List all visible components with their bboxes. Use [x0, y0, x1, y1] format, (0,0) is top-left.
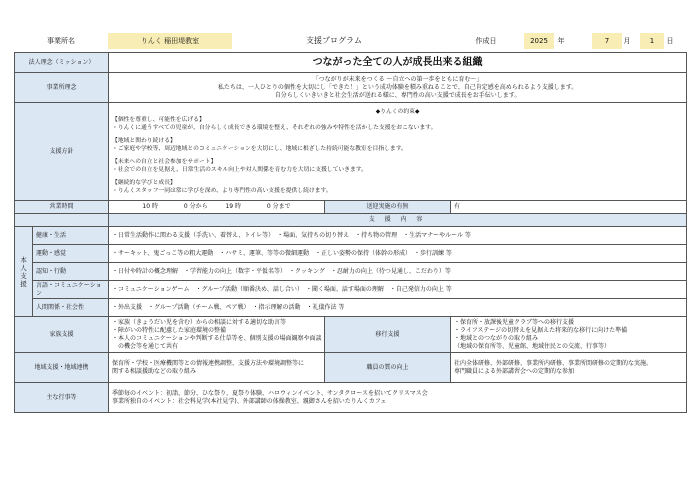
philosophy-line: 「つながりが未来をつくる ～自立への第一歩をともに育む～」 [312, 75, 483, 83]
day-unit: 日 [666, 37, 674, 45]
office-label: 事業所名 [47, 37, 75, 45]
office-name: りんく 稲田堤教室 [108, 33, 232, 49]
staff-quality-label: 職員の質の向上 [325, 353, 451, 383]
support-category: 言語・コミュニケーション [33, 281, 109, 299]
end-hour: 19 [225, 203, 234, 210]
end-min-unit: 分まで [272, 203, 291, 210]
policy-heading: 【個性を尊重し、可能性を広げる】 [112, 117, 205, 123]
hours-label: 営業時間 [15, 201, 109, 214]
community-support-text: 保育所・学校・医療機関等との情報連携調整、支援方法や環境調整等に 関する相談援助などの取り組み [109, 353, 325, 383]
philosophy-line: 自分らしくいきいきと社会生活が送れる様に、専門性の高い支援で成長をお手伝いします。 [274, 91, 521, 99]
policy-body: ・ご家庭や学校等、周辺地域とのコミュニケーションを大切にし、地域に根ざした持続可能な教室を目指します。 [112, 146, 407, 152]
day-value: 1 [640, 33, 664, 49]
policy-body: ・りんくに通うすべての児童が、自分らしく成長できる環境を整え、それぞれの強みや特性を活かした支援をおこないます。 [112, 125, 437, 131]
staff-quality-text: 社内全体研修、外部研修、事業所内研修、事業所間研修の定期的な実施。 専門職員による外部講習会への定期的な参加 [451, 353, 687, 383]
family-support-label: 家族支援 [15, 317, 109, 353]
policy-text [109, 103, 687, 201]
mission-label: 法人理念（ミッション） [15, 53, 109, 73]
policy-body: ・りんくスタッフ一同は常に学びを深め、より専門性の高い支援を提供し続けます。 [112, 188, 332, 194]
start-min-unit: 分から [189, 203, 208, 210]
transition-support-text: ・保育所・放課後児童クラブ等への移行支援 ・ライフステージの切替えを見据えた将来的な移行に向けた準備 ・地域とのつながりの取り組み （地域の保育所等、児童館、地域住民との交流、行事等） [451, 317, 687, 353]
policy-heading: 【未来への自立と社会参加をサポート】 [112, 159, 217, 165]
start-hour: 10 [142, 203, 151, 210]
business-hours [109, 201, 325, 214]
support-content-cell: ・サーキット、鬼ごっこ等の粗大運動 ・ハサミ、運筆、等等の微細運動 ・正しい姿勢の保持（体幹の形成） ・歩行訓練 等 [109, 245, 687, 263]
end-min: 0 [266, 203, 271, 210]
support-header-spacer [15, 214, 109, 227]
policy-label: 支援方針 [15, 103, 109, 201]
month-value: 7 [592, 33, 622, 49]
office-philosophy-text [109, 73, 687, 103]
philosophy-line: 私たちは、一人ひとりの個性を大切にし「できた！」という成功体験を積み重ねることで、自己肯定感を高められるよう支援します。 [217, 83, 578, 91]
events-label: 主な行事等 [15, 383, 109, 413]
shuttle-value: 有 [451, 201, 687, 214]
start-min: 0 [183, 203, 188, 210]
family-support-text: ・家族（きょうだい児を含む）からの相談に対する適切な助言等 ・障がいの特性に配慮した家庭環境の整備 ・本人のコミュニケーションや判断する仕草等を、個別支援の場面観察や面談 の機会等を通じて共有 [109, 317, 325, 353]
policy-promise: ◆りんくの約束◆ [375, 109, 420, 115]
start-hour-unit: 時 [151, 203, 158, 210]
community-support-label: 地域支援・地域連携 [15, 353, 109, 383]
program-title: 支援プログラム [306, 36, 362, 45]
policy-heading: 【地域と関わり続ける】 [112, 138, 176, 144]
mission-motto: つながった全ての人が成長出来る組織 [109, 53, 687, 73]
support-content-cell: ・日常生活動作に関わる支援（手洗い、着替え、トイレ等） ・場面、気持ちの切り替え ・持ち物の管理 ・生活マナーやルール 等 [109, 227, 687, 245]
self-support-side-label: 本 人 支 援 [15, 227, 33, 317]
events-text: 季節毎のイベント：初詣、節分、ひな祭り、夏祭り体験、ハロウィンイベント、サンタクロースを招いてクリスマス会 事業所独自のイベント：社会科見学(本社見学)、外部講師の体操教室、親御さんを招いたりんくカフェ [109, 383, 687, 413]
support-content-cell: ・日付や時計の概念理解 ・学習能力の向上（数字・平仮名等） ・クッキング ・忍耐力の向上（待つ見通し、こだわり）等 [109, 263, 687, 281]
end-hour-unit: 時 [235, 203, 242, 210]
policy-body: ・社会での自立を見据え、日常生活のスキル向上や対人関係を育む力を大切に支援していきます。 [112, 167, 367, 173]
date-label: 作成日 [475, 37, 497, 45]
support-category: 認知・行動 [33, 263, 109, 281]
support-content-cell: ・コミュニケーションゲーム ・グループ活動（順番決め、話し合い） ・聞く場面、話す場面の理解 ・自己発信力の向上 等 [109, 281, 687, 299]
year-value: 2025 [524, 33, 554, 49]
support-category: 運動・感覚 [33, 245, 109, 263]
support-content-cell: ・外出支援 ・グループ活動（チーム戦、ペア戦） ・指示理解の活動 ・礼儀作法 等 [109, 299, 687, 317]
program-table [14, 52, 687, 413]
support-category: 人間関係・社会性 [33, 299, 109, 317]
office-philosophy-label: 事業所理念 [15, 73, 109, 103]
shuttle-label: 送迎実施の有無 [325, 201, 451, 214]
policy-heading: 【継続的な学びと成長】 [112, 180, 176, 186]
year-unit: 年 [557, 37, 565, 45]
month-unit: 月 [623, 37, 631, 45]
transition-support-label: 移行支援 [325, 317, 451, 353]
support-content-header: 支 援 内 容 [109, 214, 687, 227]
header-row [14, 33, 686, 49]
support-category: 健康・生活 [33, 227, 109, 245]
